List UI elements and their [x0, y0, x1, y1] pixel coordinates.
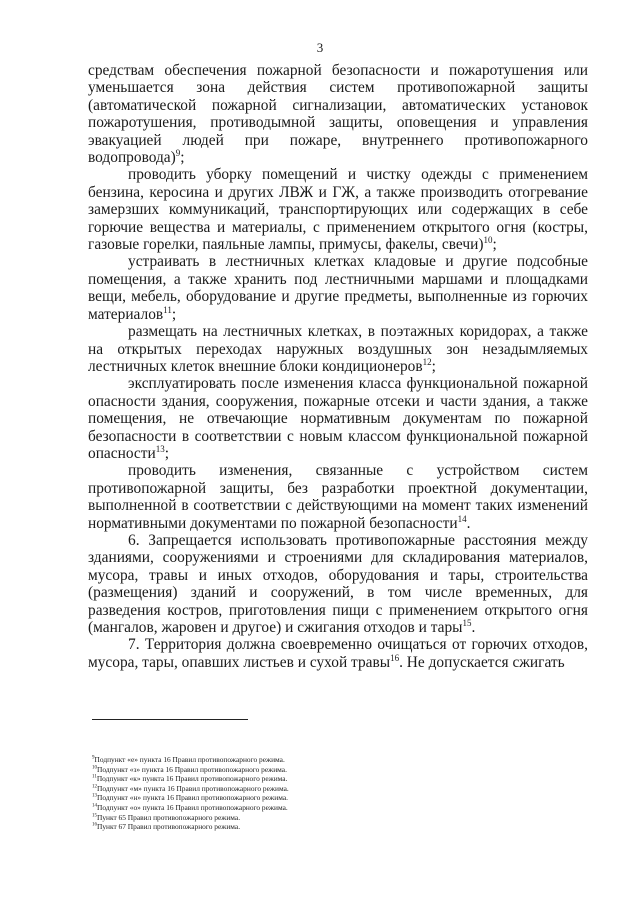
paragraph-tail: ;	[431, 357, 436, 375]
footnote	[92, 755, 512, 765]
paragraph-text: 6. Запрещается использовать противопожарные расстояния между зданиями, сооружениями и строениями для складирования материалов, мусора, травы и иных отходов, оборудования и тары, строительства (размещения) зданий и сооружений, в том числе временных, для разведения костров, приготовления пищи с применением открытого огня (мангалов, жаровен и другое) и сжигания отходов и тары	[88, 531, 588, 636]
footnote-ref[interactable]: 16	[390, 652, 400, 663]
footnote	[92, 822, 512, 832]
paragraph	[88, 166, 588, 253]
paragraph-tail: ;	[180, 149, 185, 167]
footnote-ref[interactable]: 15	[462, 617, 472, 628]
footnote-text: Подпункт «н» пункта 16 Правил противопожарного режима.	[97, 793, 288, 803]
paragraph	[88, 462, 588, 532]
footnote	[92, 774, 512, 784]
footnote-text: Подпункт «к» пункта 16 Правил противопожарного режима.	[96, 774, 288, 784]
paragraph-tail: ;	[492, 236, 497, 254]
footnote-ref[interactable]: 9	[175, 147, 181, 158]
footnote-number: 14	[92, 803, 97, 809]
paragraph-text: 7. Территория должна своевременно очищаться от горючих отходов, мусора, тары, опавших листьев и сухой травы	[88, 636, 588, 671]
footnote-text: Подпункт «м» пункта 16 Правил противопожарного режима.	[97, 783, 289, 793]
footnote	[92, 765, 512, 775]
paragraph-tail: .	[471, 619, 476, 636]
footnote-ref[interactable]: 11	[163, 304, 172, 315]
body-text	[88, 62, 588, 671]
paragraph-tail: ;	[164, 444, 169, 462]
footnote-text: Подпункт «з» пункта 16 Правил противопожарного режима.	[97, 764, 287, 774]
footnote	[92, 793, 512, 803]
footnote-ref[interactable]: 10	[483, 234, 493, 245]
paragraph-text: эксплуатировать после изменения класса функциональной пожарной опасности здания, сооружения, пожарные отсеки и части здания, а также помещения, не отвечающие нормативным документам по пожарной безопасности в соответствии с новым классом функциональной пожарной опасности	[88, 375, 588, 462]
paragraph-text: средствам обеспечения пожарной безопасности и пожаротушения или уменьшается зона действия систем противопожарной защиты (автоматической пожарной сигнализации, автоматических установок пожаротушения, противодымной защиты, оповещения и управления эвакуацией людей при пожаре, внутреннего противопожарного водопровода)	[88, 62, 588, 167]
footnote-text: Подпункт «о» пункта 16 Правил противопожарного режима.	[97, 802, 288, 812]
footnote-number: 11	[92, 774, 97, 780]
footnote-text: Подпункт «е» пункта 16 Правил противопожарного режима.	[94, 755, 285, 764]
footnote-number: 15	[92, 813, 97, 819]
footnote-text: Пункт 67 Правил противопожарного режима.	[97, 822, 241, 832]
paragraph-text: проводить изменения, связанные с устройством систем противопожарной защиты, без разработки проектной документации, выполненной в соответствии с действующими на момент таких изменений нормативными документами по пожарной безопасности	[88, 462, 588, 532]
paragraph-tail: ;	[171, 305, 177, 323]
footnote-ref[interactable]: 14	[457, 513, 467, 524]
paragraph-text: устраивать в лестничных клетках кладовые и другие подсобные помещения, а также хранить под лестничными маршами и площадками вещи, мебель, оборудование и другие предметы, выполненные из горючих материалов	[88, 253, 588, 323]
footnote-number: 13	[92, 793, 97, 799]
footnote-text: Пункт 65 Правил противопожарного режима.	[97, 812, 241, 822]
paragraph	[88, 323, 588, 375]
paragraph-text: проводить уборку помещений и чистку одежды с применением бензина, керосина и других ЛВЖ и ГЖ, а также производить отогревание замерзших коммуникаций, транспортирующих или содержащих в себе горючие вещества и материалы, с применением открытого огня (костры, газовые горелки, паяльные лампы, примусы, факелы, свечи)	[88, 166, 588, 254]
footnote-divider	[92, 719, 248, 720]
paragraph	[88, 253, 588, 323]
footnote-number: 10	[92, 765, 97, 771]
footnote-ref[interactable]: 12	[422, 356, 432, 367]
paragraph	[88, 62, 588, 166]
footnote-number: 12	[92, 784, 97, 790]
paragraph	[88, 532, 588, 636]
page-number: 3	[316, 40, 324, 55]
footnote-number: 9	[92, 755, 95, 761]
footnote-number: 16	[92, 822, 97, 828]
paragraph-tail: .	[466, 514, 471, 532]
footnote	[92, 813, 512, 823]
footnote	[92, 803, 512, 813]
paragraph	[88, 636, 588, 671]
footnote-ref[interactable]: 13	[155, 443, 165, 454]
paragraph-text: размещать на лестничных клетках, в поэтажных коридорах, а также на открытых переходах наружных воздушных зон незадымляемых лестничных клеток внешние блоки кондиционеров	[88, 323, 588, 375]
footnotes	[92, 755, 512, 832]
paragraph-tail: . Не допускается сжигать	[399, 653, 565, 671]
paragraph	[88, 375, 588, 462]
footnote	[92, 784, 512, 794]
